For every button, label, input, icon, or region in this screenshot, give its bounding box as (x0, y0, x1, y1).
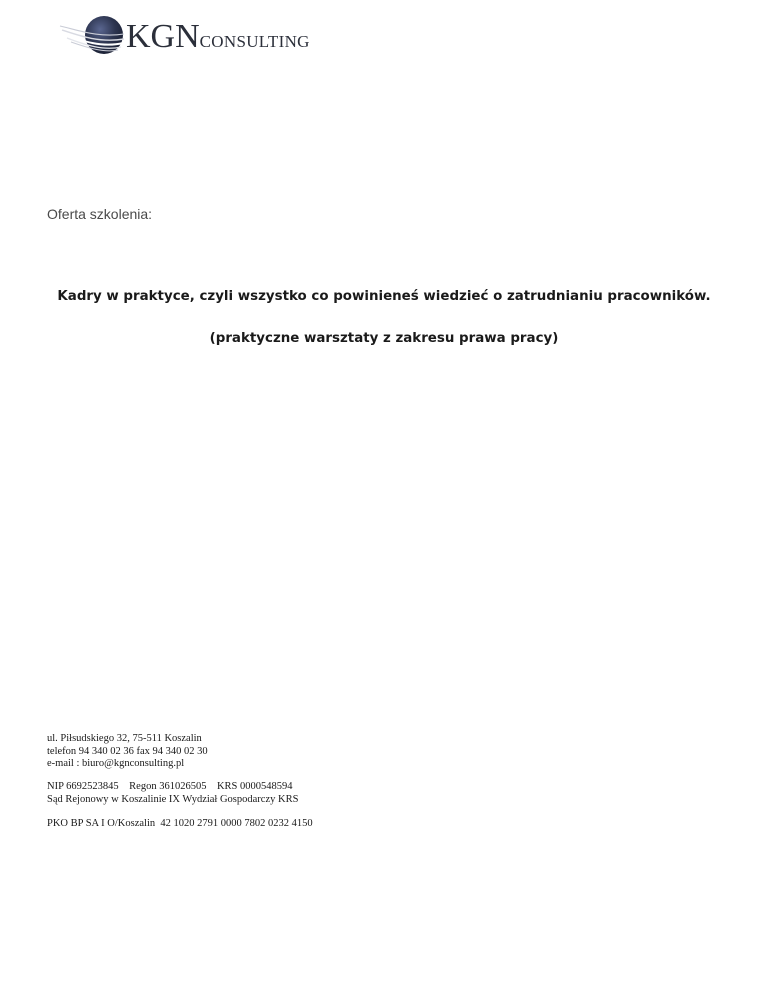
registry-line: NIP 6692523845 Regon 361026505 KRS 0000548594 (47, 781, 293, 792)
training-title: Kadry w praktyce, czyli wszystko co powinieneś wiedzieć o zatrudnianiu pracowników. (57, 289, 711, 304)
offer-label: Oferta szkolenia: (47, 206, 153, 222)
address-line: ul. Piłsudskiego 32, 75-511 Koszalin (47, 733, 202, 744)
logo-consulting-text: CONSULTING (199, 32, 310, 51)
contact-block (47, 733, 208, 771)
registry-block (47, 781, 298, 806)
bank-line: PKO BP SA I O/Koszalin 42 1020 2791 0000 7802 0232 4150 (47, 818, 313, 829)
logo-kgn-text: KGN (126, 18, 200, 55)
logo-wordmark (126, 18, 310, 56)
globe-logo-icon (58, 12, 128, 62)
court-line: Sąd Rejonowy w Koszalinie IX Wydział Gospodarczy KRS (47, 793, 299, 805)
company-logo (58, 12, 328, 62)
training-subtitle: (praktyczne warsztaty z zakresu prawa pracy) (209, 331, 559, 346)
email-line: e-mail : biuro@kgnconsulting.pl (47, 758, 185, 769)
bank-block (47, 818, 313, 831)
phone-line: telefon 94 340 02 36 fax 94 340 02 30 (47, 745, 208, 757)
